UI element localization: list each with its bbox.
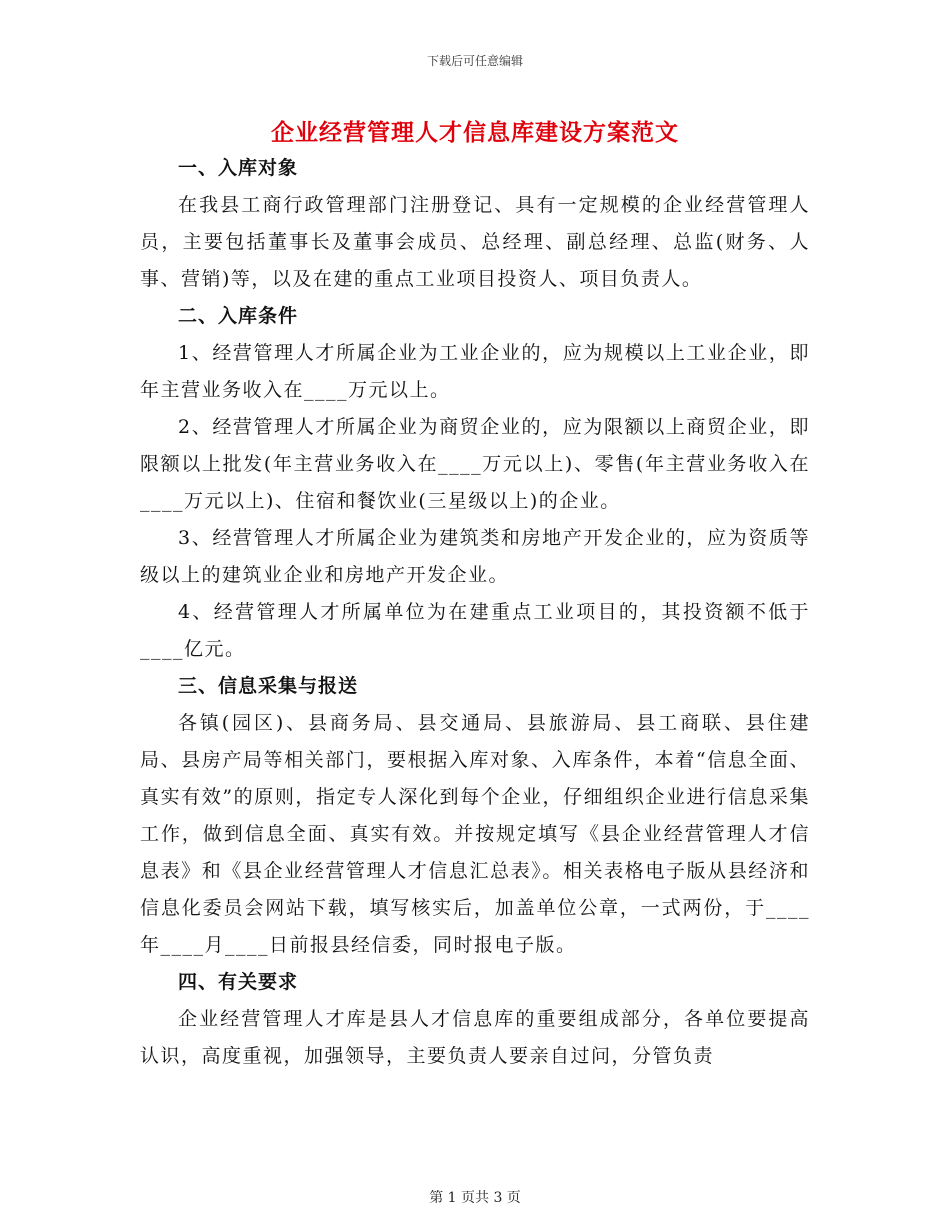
- page-header-note: 下载后可任意编辑: [426, 54, 523, 68]
- section-heading: 四、有关要求: [178, 971, 299, 993]
- paragraph: 3、经营管理人才所属企业为建筑类和房地产开发企业的，应为资质等级以上的建筑业企业和房地产开发企业。: [140, 527, 810, 586]
- paragraph: 1、经营管理人才所属企业为工业企业的，应为规模以上工业企业，即年主营业务收入在____万元以上。: [140, 342, 810, 401]
- page-number: 第 1 页共 3 页: [429, 1190, 521, 1206]
- section-heading: 三、信息采集与报送: [178, 675, 359, 697]
- paragraph: 4、经营管理人才所属单位为在建重点工业项目的，其投资额不低于____亿元。: [140, 601, 810, 660]
- paragraph: 2、经营管理人才所属企业为商贸企业的，应为限额以上商贸企业，即限额以上批发(年主营业务收入在____万元以上)、零售(年主营业务收入在____万元以上)、住宿和餐饮业(三星级以上)的企业。: [140, 416, 810, 512]
- paragraph: 各镇(园区)、县商务局、县交通局、县旅游局、县工商联、县住建局、县房产局等相关部门，要根据入库对象、入库条件，本着“信息全面、真实有效”的原则，指定专人深化到每个企业，仔细组织企业进行信息采集工作，做到信息全面、真实有效。并按规定填写《县企业经营管理人才信息表》和《县企业经营管理人才信息汇总表》。相关表格电子版从县经济和信息化委员会网站下载，填写核实后，加盖单位公章，一式两份，于____年____月____日前报县经信委，同时报电子版。: [140, 712, 810, 956]
- paragraph: 在我县工商行政管理部门注册登记、具有一定规模的企业经营管理人员，主要包括董事长及董事会成员、总经理、副总经理、总监(财务、人事、营销)等，以及在建的重点工业项目投资人、项目负责人。: [140, 194, 810, 290]
- document-body: [140, 150, 810, 1075]
- section-heading: 二、入库条件: [178, 305, 299, 327]
- document-title: 企业经营管理人才信息库建设方案范文: [271, 119, 679, 146]
- section-heading: 一、入库对象: [178, 157, 299, 179]
- paragraph: 企业经营管理人才库是县人才信息库的重要组成部分，各单位要提高认识，高度重视，加强领导，主要负责人要亲自过问，分管负责: [140, 1008, 810, 1067]
